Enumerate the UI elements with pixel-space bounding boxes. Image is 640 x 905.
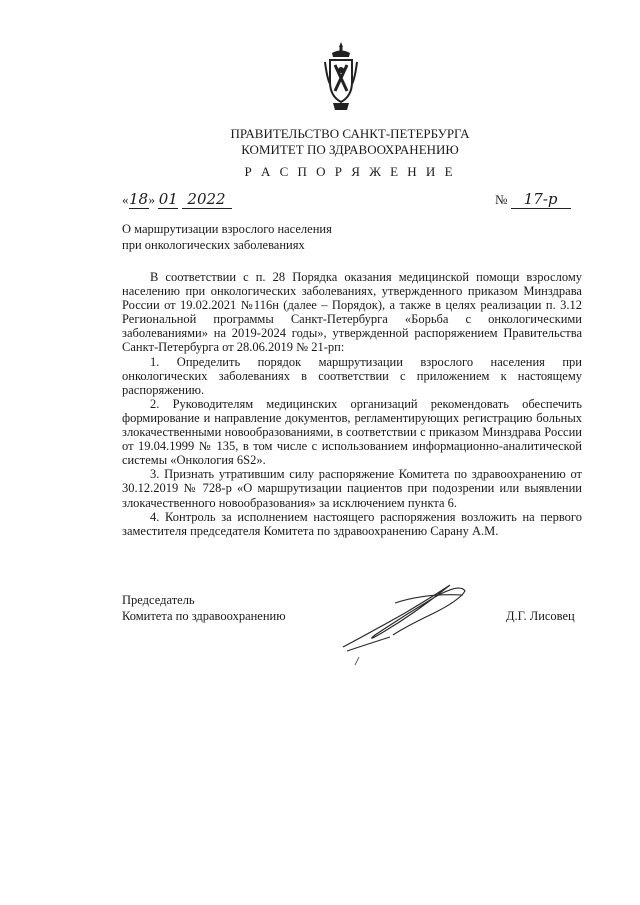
number-label: № [495,192,508,207]
signatory-title-line1: Председатель [122,593,195,607]
date-day: 18 [128,190,149,208]
date-month: 01 [158,190,178,208]
subject-line2: при онкологических заболеваниях [122,238,305,252]
number-value: 17-р [511,190,571,209]
date-open-quote: « [122,192,129,207]
body-paragraph-item-3: 3. Признать утратившим силу распоряжение Комитета по здравоохранению от 30.12.2019 № 728-р «О маршрутизации пациентов при подозрении или выявлении злокачественного новообразования» за исключением пункта 6. [122,467,582,510]
org-name-line1: ПРАВИТЕЛЬСТВО САНКТ-ПЕТЕРБУРГА [230,126,470,141]
date-year: 2022 [182,190,232,209]
body-paragraph-preamble: В соответствии с п. 28 Порядка оказания медицинской помощи взрослому населению при онкологических заболеваниях, утвержденного приказом Минздрава России от 19.02.2021 №116н (далее – Порядок), а также в целях реализации п. 3.12 Региональной программы Санкт-Петербурга «Борьба с онкологическими заболеваниями» на 2019-2024 годы», утвержденной распоряжением Правительства Санкт-Петербурга от 28.06.2019 № 21-рп: [122,270,582,355]
handwritten-signature [335,575,475,670]
coat-of-arms-emblem [323,40,359,112]
body-paragraph-item-2: 2. Руководителям медицинских организаций рекомендовать обеспечить формирование и направление документов, регламентирующих регистрацию больных злокачественными новообразованиями, в соответствии с приказом Минздрава России от 19.04.1999 № 135, в том числе с использованием информационно-аналитической системы «Онкология 6S2». [122,396,582,468]
org-name-line2: КОМИТЕТ ПО ЗДРАВООХРАНЕНИЮ [241,142,459,157]
body-paragraph-item-1: 1. Определить порядок маршрутизации взрослого населения при онкологических заболеваниях в соответствии с приложением к настоящему распоряжению. [122,354,582,397]
document-type: Р А С П О Р Я Ж Е Н И Е [244,164,456,179]
signatory-title [122,592,286,624]
subject-line1: О маршрутизации взрослого населения [122,222,332,236]
document-number [495,190,571,209]
signatory-name: Д.Г. Лисовец [506,609,575,623]
document-subject [122,221,332,253]
document-date [122,190,232,209]
document-body [122,270,582,538]
signatory-title-line2: Комитета по здравоохранению [122,609,286,623]
body-paragraph-item-4: 4. Контроль за исполнением настоящего распоряжения возложить на первого заместителя председателя Комитета по здравоохранению Сарану А.М. [122,509,582,538]
date-close-quote: » [148,192,155,207]
